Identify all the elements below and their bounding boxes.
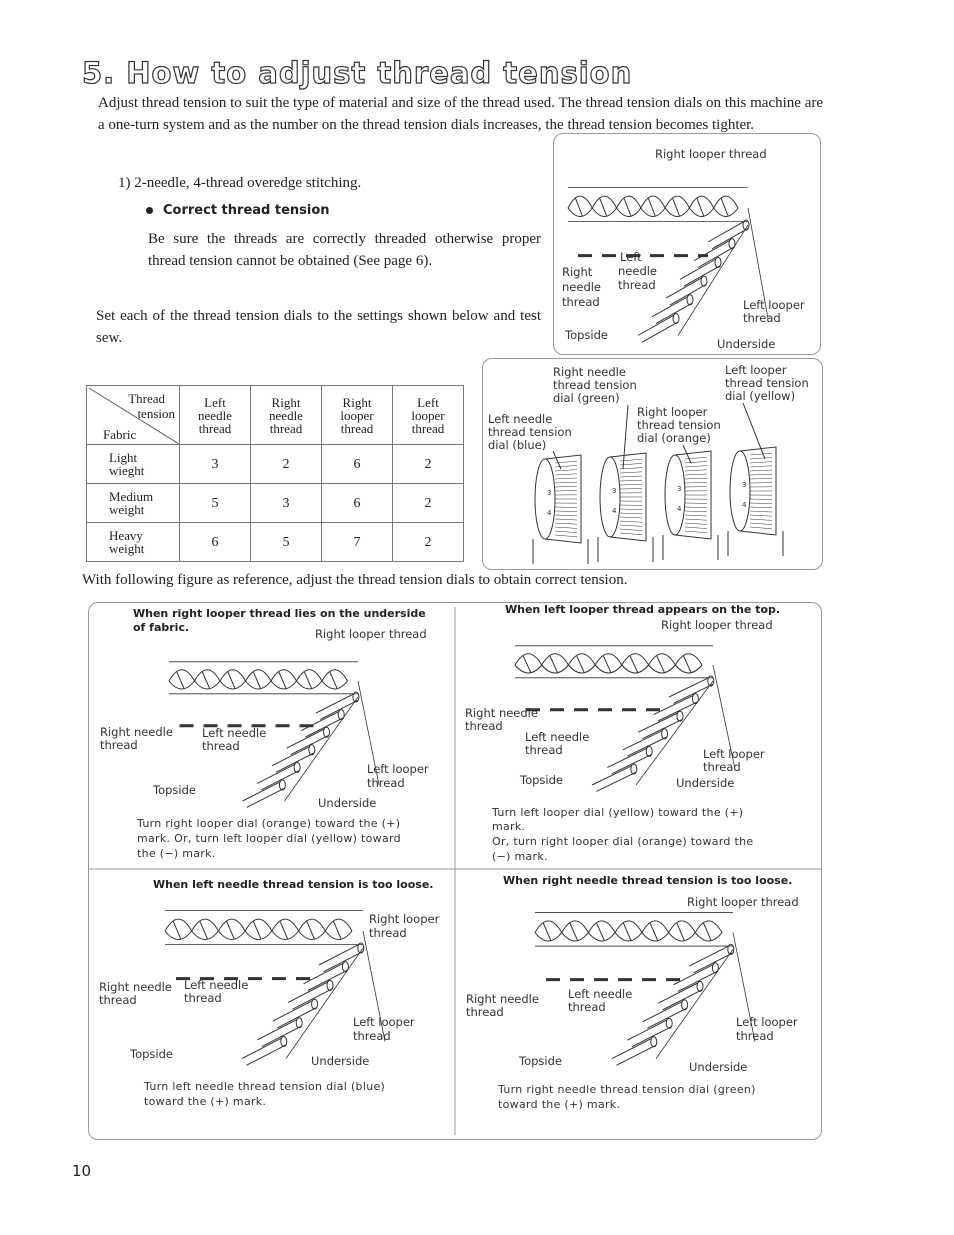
- row-label: Medium weight: [87, 484, 180, 523]
- dial-mark: 4: [742, 501, 747, 509]
- table-cell: 2: [251, 445, 322, 484]
- dial-mark: 3: [612, 487, 617, 495]
- dial-mark: 3: [547, 489, 552, 497]
- threading-note: Be sure the threads are correctly threaded otherwise proper thread tension cannot be obtained (See page 6).: [148, 231, 541, 269]
- column-header: Right needle thread: [251, 386, 322, 445]
- panel-left-needle-loose: When left needle thread tension is too loose. Right looper thread Right needle thread Left needle thread Left looper thread Topside Underside Turn left needle thread tension dial (blue) toward the (+) mark.: [89, 869, 455, 1139]
- dial-mark: 4: [612, 507, 617, 515]
- column-header: Left needle thread: [180, 386, 251, 445]
- bullet-icon: [146, 207, 153, 214]
- dial-mark: 3: [677, 485, 682, 493]
- panel-left-looper-top: When left looper thread appears on the top. Right looper thread Right needle thread Left needle thread Left looper thread Topside Underside Turn left looper dial (yellow) toward the (+) mark. Or, turn right looper dial (orange) toward the (−) mark.: [455, 603, 821, 869]
- panel-right-needle-loose: When right needle thread tension is too loose. Right looper thread Right needle thread Left needle thread Left looper thread Topside Underside Turn right needle thread tension dial (green) toward the (+) mark.: [455, 869, 821, 1139]
- table-cell: 3: [251, 484, 322, 523]
- table-row: [87, 445, 464, 484]
- page-number: 10: [72, 1162, 92, 1180]
- table-row: [87, 484, 464, 523]
- table-cell: 6: [322, 445, 393, 484]
- dial-mark: 4: [677, 505, 682, 513]
- table-cell: 2: [393, 484, 464, 523]
- reference-instruction: With following figure as reference, adjust the thread tension dials to obtain correct tension.: [82, 572, 628, 588]
- table-corner-cell: Thread tension Fabric: [87, 386, 180, 445]
- troubleshooting-panels: [88, 602, 822, 1140]
- table-cell: 7: [322, 523, 393, 562]
- table-cell: 6: [322, 484, 393, 523]
- page-title: 5. How to adjust thread tension: [82, 56, 633, 90]
- table-cell: 2: [393, 445, 464, 484]
- table-header-row: [87, 386, 464, 445]
- tension-table: [86, 385, 464, 562]
- table-cell: 2: [393, 523, 464, 562]
- column-header: Left looper thread: [393, 386, 464, 445]
- bullet-heading: Correct thread tension: [146, 203, 330, 218]
- table-cell: 5: [251, 523, 322, 562]
- tension-dials-figure: 3 4 3 4 3 4 3 4 Right needle thread tension dial (green) Left looper thread tension dial (yellow) Left needle thread tension dial (blue) Right looper thread tension dial (orange): [482, 358, 823, 570]
- table-cell: 6: [180, 523, 251, 562]
- column-header: Right looper thread: [322, 386, 393, 445]
- table-cell: 5: [180, 484, 251, 523]
- correct-stitch-figure: Right looper thread Left Right needle needle thread thread Left looper thread Topside Underside: [553, 133, 821, 355]
- row-label: Heavy weight: [87, 523, 180, 562]
- table-cell: 3: [180, 445, 251, 484]
- row-label: Light wieght: [87, 445, 180, 484]
- intro-paragraph: Adjust thread tension to suit the type of material and size of the thread used. The thread tension dials on this machine are a one-turn system and as the number on the thread tension dials increases, the thread tension becomes tighter.: [98, 95, 823, 133]
- panel-right-looper-underside: When right looper thread lies on the underside of fabric. Right looper thread Right needle thread Left needle thread Left looper thread Topside Underside Turn right looper dial (orange) toward the (+) mark. Or, turn left looper dial (yellow) toward the (−) mark.: [89, 603, 455, 869]
- table-row: [87, 523, 464, 562]
- dial-mark: 4: [547, 509, 552, 517]
- dial-mark: 3: [742, 481, 747, 489]
- step-heading: 1) 2-needle, 4-thread overedge stitching.: [118, 175, 362, 191]
- setting-instruction: Set each of the thread tension dials to the settings shown below and test sew.: [96, 308, 541, 346]
